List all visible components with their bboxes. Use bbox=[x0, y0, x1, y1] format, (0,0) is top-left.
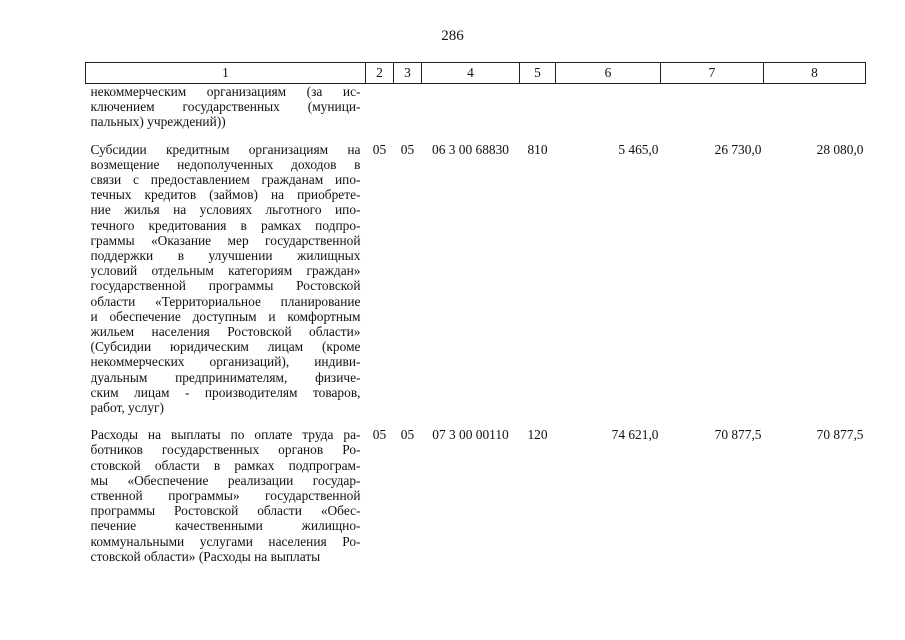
row-target-code bbox=[422, 84, 520, 130]
budget-table bbox=[85, 62, 866, 564]
description-line: ключением государственных (муници- bbox=[90, 99, 361, 115]
description-line: работ, услуг) bbox=[90, 400, 164, 416]
row-amount-2 bbox=[661, 84, 764, 130]
description-line: печение качественными жилищно- bbox=[90, 518, 361, 534]
table-row bbox=[86, 84, 866, 130]
row-spacer bbox=[86, 130, 866, 142]
description-line: дуальным предпринимателям, физиче- bbox=[90, 369, 361, 385]
column-header-2: 2 bbox=[366, 63, 394, 84]
column-header-8: 8 bbox=[764, 63, 866, 84]
table-row bbox=[86, 142, 866, 416]
column-header-3: 3 bbox=[394, 63, 422, 84]
description-line: (Субсидии юридическим лицам (кроме bbox=[90, 339, 361, 355]
description-line: некоммерческим организациям (за ис- bbox=[90, 84, 361, 99]
description-line: коммунальными услугами населения Ро- bbox=[90, 533, 361, 549]
column-header-6: 6 bbox=[556, 63, 661, 84]
row-subsection-code: 05 bbox=[400, 427, 415, 443]
row-target-code: 07 3 00 00110 bbox=[432, 427, 509, 443]
row-spacer bbox=[86, 415, 866, 427]
row-description bbox=[86, 84, 366, 130]
row-subsection-code bbox=[394, 84, 422, 130]
row-amount-2: 26 730,0 bbox=[714, 141, 762, 157]
description-line: некоммерческих организаций), индиви- bbox=[90, 354, 361, 370]
table-header-row bbox=[86, 63, 866, 84]
description-line: и обеспечение доступным и комфортным bbox=[90, 308, 361, 324]
description-line: течных кредитов (займов) на приобрете- bbox=[90, 187, 361, 203]
description-line: ским лицам - производителям товаров, bbox=[90, 384, 361, 400]
description-line: государственной программы Ростовской bbox=[90, 278, 361, 294]
row-expense-type-code bbox=[520, 84, 556, 130]
row-target-code: 06 3 00 68830 bbox=[432, 141, 509, 157]
description-line: жильем населения Ростовской области» bbox=[90, 324, 361, 340]
column-header-7: 7 bbox=[661, 63, 764, 84]
description-line: Субсидии кредитным организациям на bbox=[90, 141, 361, 157]
column-header-1: 1 bbox=[86, 63, 366, 84]
description-line: течного кредитования в рамках подпро- bbox=[90, 217, 361, 233]
description-line: Расходы на выплаты по оплате труда ра- bbox=[90, 427, 361, 443]
row-amount-1: 5 465,0 bbox=[618, 141, 659, 157]
row-expense-type-code: 810 bbox=[527, 141, 548, 157]
description-line: стовской области в рамках подпрограм- bbox=[90, 457, 361, 473]
description-line: мы «Обеспечение реализации государ- bbox=[90, 472, 361, 488]
description-line: поддержки в улучшении жилищных bbox=[90, 248, 361, 264]
page-number: 286 bbox=[441, 28, 464, 44]
description-line: программы Ростовской области «Обес- bbox=[90, 503, 361, 519]
row-amount-3 bbox=[764, 84, 866, 130]
description-line: стовской области» (Расходы на выплаты bbox=[90, 548, 321, 564]
row-description bbox=[86, 142, 366, 416]
description-line: возмещение недополученных доходов в bbox=[90, 156, 361, 172]
row-amount-1 bbox=[556, 84, 661, 130]
column-header-5: 5 bbox=[520, 63, 556, 84]
description-line: связи с предоставлением гражданам ипо- bbox=[90, 172, 361, 188]
description-line: граммы «Оказание мер государственной bbox=[90, 232, 361, 248]
description-line: условий отдельным категориям граждан» bbox=[90, 263, 361, 279]
table-row bbox=[86, 427, 866, 564]
row-subsection-code: 05 bbox=[400, 141, 415, 157]
row-section-code: 05 bbox=[372, 427, 387, 443]
row-amount-3: 70 877,5 bbox=[816, 427, 864, 443]
row-section-code bbox=[366, 84, 394, 130]
description-line: области «Территориальное планирование bbox=[90, 293, 361, 309]
description-line: пальных) учреждений)) bbox=[90, 114, 226, 130]
column-header-4: 4 bbox=[422, 63, 520, 84]
row-section-code: 05 bbox=[372, 141, 387, 157]
row-expense-type-code: 120 bbox=[527, 427, 548, 443]
row-amount-1: 74 621,0 bbox=[611, 427, 659, 443]
description-line: ственной программы» государственной bbox=[90, 488, 361, 504]
row-amount-2: 70 877,5 bbox=[714, 427, 762, 443]
description-line: ботников государственных органов Ро- bbox=[90, 442, 361, 458]
row-amount-3: 28 080,0 bbox=[816, 141, 864, 157]
description-line: ние жилья на условиях льготного ипо- bbox=[90, 202, 361, 218]
row-description bbox=[86, 427, 366, 564]
